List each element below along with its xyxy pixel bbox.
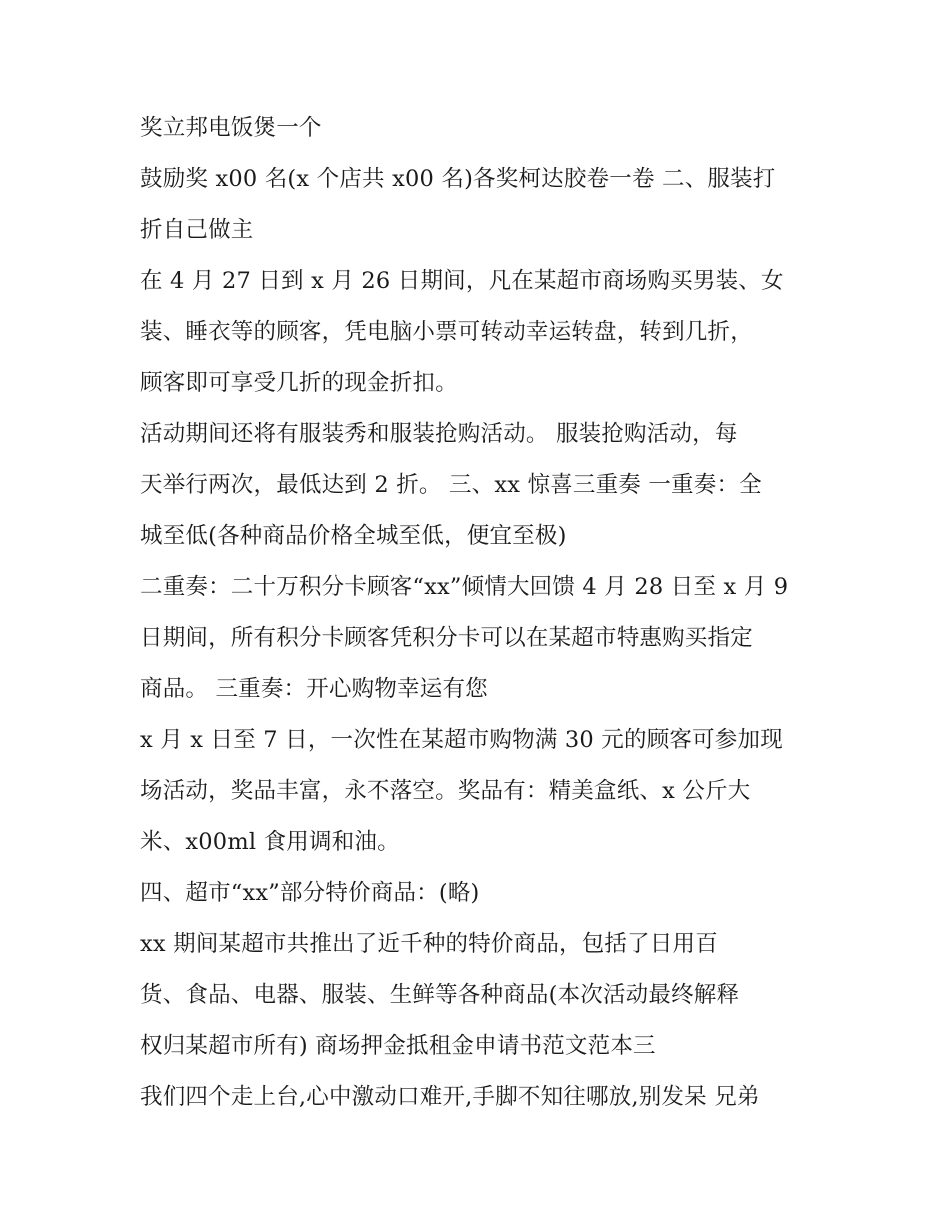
- text-line: 顾客即可享受几折的现金折扣。: [140, 370, 458, 396]
- text-line: 奖立邦电饭煲一个: [140, 115, 322, 141]
- text-line: 城至低(各种商品价格全城至低，便宜至极): [140, 523, 567, 549]
- text-line: 米、x00ml 食用调和油。: [140, 829, 400, 855]
- text-line: 鼓励奖 x00 名(x 个店共 x00 名)各奖柯达胶卷一卷 二、服装打: [140, 166, 776, 192]
- text-line: 二重奏：二十万积分卡顾客“xx”倾情大回馈 4 月 28 日至 x 月 9: [140, 574, 789, 600]
- text-line: 活动期间还将有服装秀和服装抢购活动。 服装抢购活动，每: [140, 421, 738, 447]
- text-line: 我们四个走上台,心中激动口难开,手脚不知往哪放,别发呆 兄弟: [140, 1084, 760, 1110]
- text-line: 权归某超市所有) 商场押金抵租金申请书范文范本三: [140, 1033, 656, 1059]
- text-line: 折自己做主: [140, 217, 254, 243]
- text-line: 在 4 月 27 日到 x 月 26 日期间，凡在某超市商场购买男装、女: [140, 268, 784, 294]
- text-line: 装、睡衣等的顾客，凭电脑小票可转动幸运转盘，转到几折，: [140, 319, 753, 345]
- text-line: x 月 x 日至 7 日，一次性在某超市购物满 30 元的顾客可参加现: [140, 727, 783, 753]
- text-line: 货、食品、电器、服装、生鲜等各种商品(本次活动最终解释: [140, 982, 740, 1008]
- document-body: [140, 103, 820, 1123]
- text-line: 四、超市“xx”部分特价商品：(略): [140, 880, 480, 906]
- text-line: 天举行两次，最低达到 2 折。 三、xx 惊喜三重奏 一重奏：全: [140, 472, 762, 498]
- text-line: xx 期间某超市共推出了近千种的特价商品，包括了日用百: [140, 931, 718, 957]
- text-line: 日期间，所有积分卡顾客凭积分卡可以在某超市特惠购买指定: [140, 625, 753, 651]
- text-line: 场活动，奖品丰富，永不落空。奖品有：精美盒纸、x 公斤大: [140, 778, 751, 804]
- text-line: 商品。 三重奏：开心购物幸运有您: [140, 676, 488, 702]
